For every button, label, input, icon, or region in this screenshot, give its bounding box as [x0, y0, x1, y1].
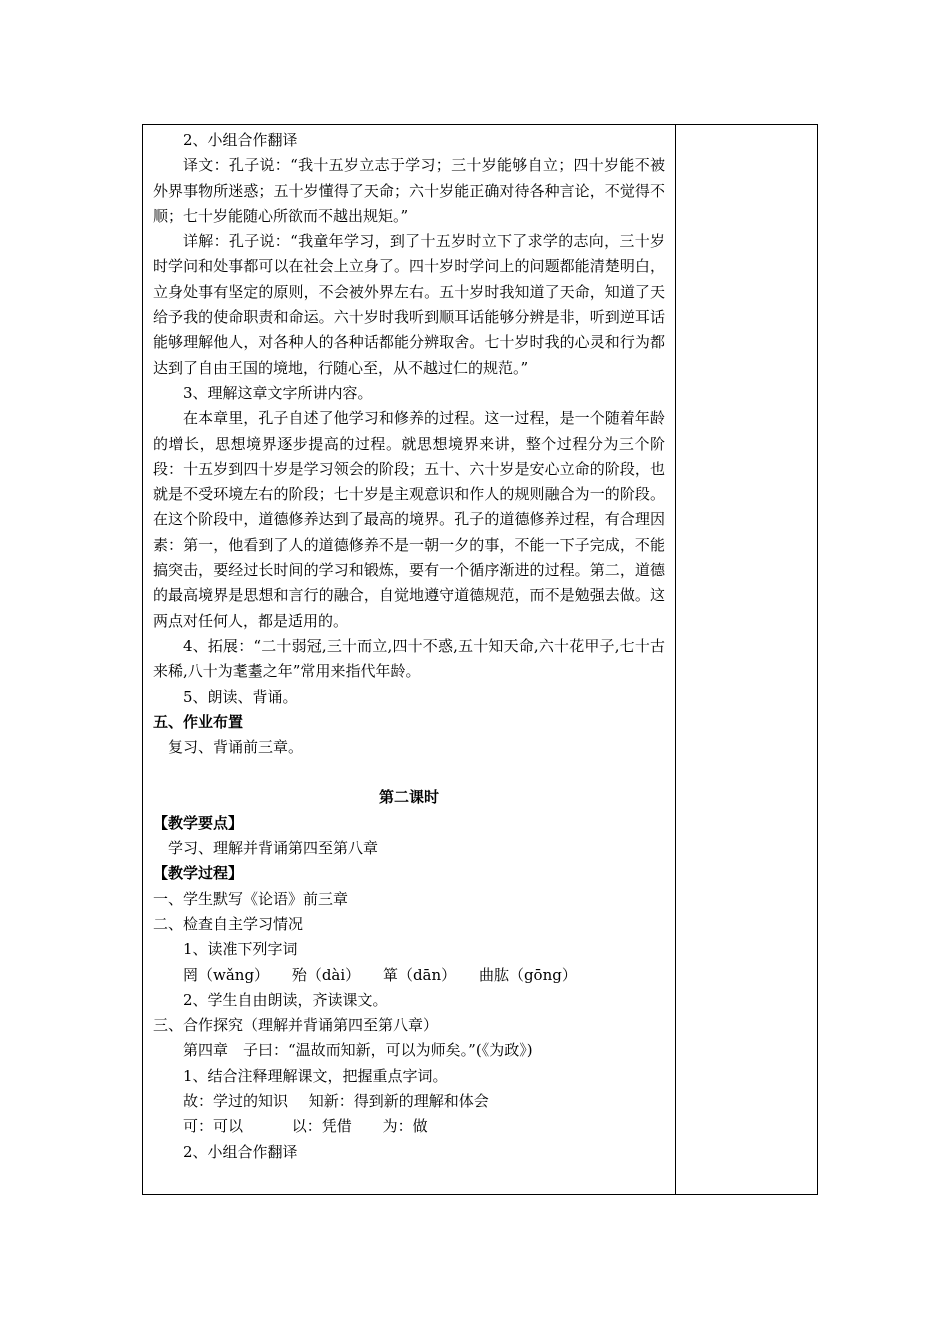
section-heading: 5、朗读、背诵。	[183, 687, 298, 706]
pron-item: 箪（dān）	[382, 965, 457, 984]
lesson-table	[142, 124, 818, 1195]
key-points-heading: 【教学要点】	[153, 813, 244, 832]
sub-step: 2、小组合作翻译	[183, 1142, 298, 1161]
word-note: 可：可以	[183, 1117, 244, 1136]
expand-paragraph: 4、拓展：“二十弱冠,三十而立,四十不惑,五十知天命,六十花甲子,七十古来稀,八十为耄耋之年”常用来指代年龄。	[153, 636, 665, 681]
analysis-paragraph: 在本章里，孔子自述了他学习和修养的过程。这一过程，是一个随着年龄的增长，思想境界逐步提高的过程。就思想境界来讲，整个过程分为三个阶段：十五岁到四十岁是学习领会的阶段；五十、六十岁是安心立命的阶段，也就是不受环境左右的阶段；七十岁是主观意识和作人的规则融合为一的阶段。在这个阶段中，道德修养达到了最高的境界。孔子的道德修养过程，有合理因素：第一，他看到了人的道德修养不是一朝一夕的事，不能一下子完成，不能搞突击，要经过长时间的学习和锻炼，要有一个循序渐进的过程。第二，道德的最高境界是思想和言行的融合，自觉地遵守道德规范，而不是勉强去做。这两点对任何人，都是适用的。	[153, 409, 665, 630]
pron-item: 殆（dài）	[291, 965, 361, 984]
key-points-text: 学习、理解并背诵第四至第八章	[168, 839, 379, 858]
step-heading: 三、合作探究（理解并背诵第四至第八章）	[153, 1016, 439, 1035]
step-heading: 一、学生默写《论语》前三章	[153, 889, 349, 908]
pron-item: 曲肱（gōng）	[478, 965, 577, 984]
sub-step: 1、结合注释理解课文，把握重点字词。	[183, 1066, 448, 1085]
step-heading: 二、检查自主学习情况	[153, 914, 304, 933]
homework-heading: 五、作业布置	[153, 712, 244, 731]
process-heading: 【教学过程】	[153, 864, 244, 883]
detail-paragraph: 详解：孔子说：“我童年学习，到了十五岁时立下了求学的志向，三十岁时学问和处事都可以在社会上立身了。四十岁时学问上的问题都能清楚明白，立身处事有坚定的原则，不会被外界左右。五十岁时我知道了天命，知道了天给予我的使命职责和命运。六十岁时我听到顺耳话能够分辨是非，听到逆耳话能够理解他人，对各种人的各种话都能分辨取舍。七十岁时我的心灵和行为都达到了自由王国的境地，行随心至，从不越过仁的规范。”	[153, 232, 665, 377]
homework-text: 复习、背诵前三章。	[168, 738, 304, 757]
section-heading: 2、小组合作翻译	[183, 131, 298, 149]
content-cell	[143, 125, 675, 1165]
word-notes	[153, 1089, 665, 1114]
pronunciation-line	[153, 963, 665, 988]
word-note: 为：做	[382, 1117, 428, 1136]
sub-step: 1、读准下列字词	[183, 940, 298, 959]
lesson-title: 第二课时	[378, 788, 439, 807]
word-note: 故：学过的知识	[183, 1091, 289, 1110]
section-heading: 3、理解这章文字所讲内容。	[183, 383, 373, 402]
word-notes	[153, 1114, 665, 1139]
word-note: 以：凭借	[291, 1117, 352, 1136]
sub-step: 2、学生自由朗读，齐读课文。	[183, 990, 388, 1009]
spacer	[153, 760, 665, 785]
pron-item: 罔（wǎng）	[183, 965, 270, 984]
translation-paragraph: 译文：孔子说：“我十五岁立志于学习；三十岁能够自立；四十岁能不被外界事物所迷惑；五十岁懂得了天命；六十岁能正确对待各种言论，不觉得不顺；七十岁能随心所欲而不越出规矩。”	[153, 156, 665, 225]
chapter-text: 第四章 子曰：“温故而知新，可以为师矣。”(《为政》)	[183, 1041, 533, 1060]
notes-cell	[676, 125, 817, 1194]
word-note: 知新：得到新的理解和体会	[308, 1091, 489, 1110]
